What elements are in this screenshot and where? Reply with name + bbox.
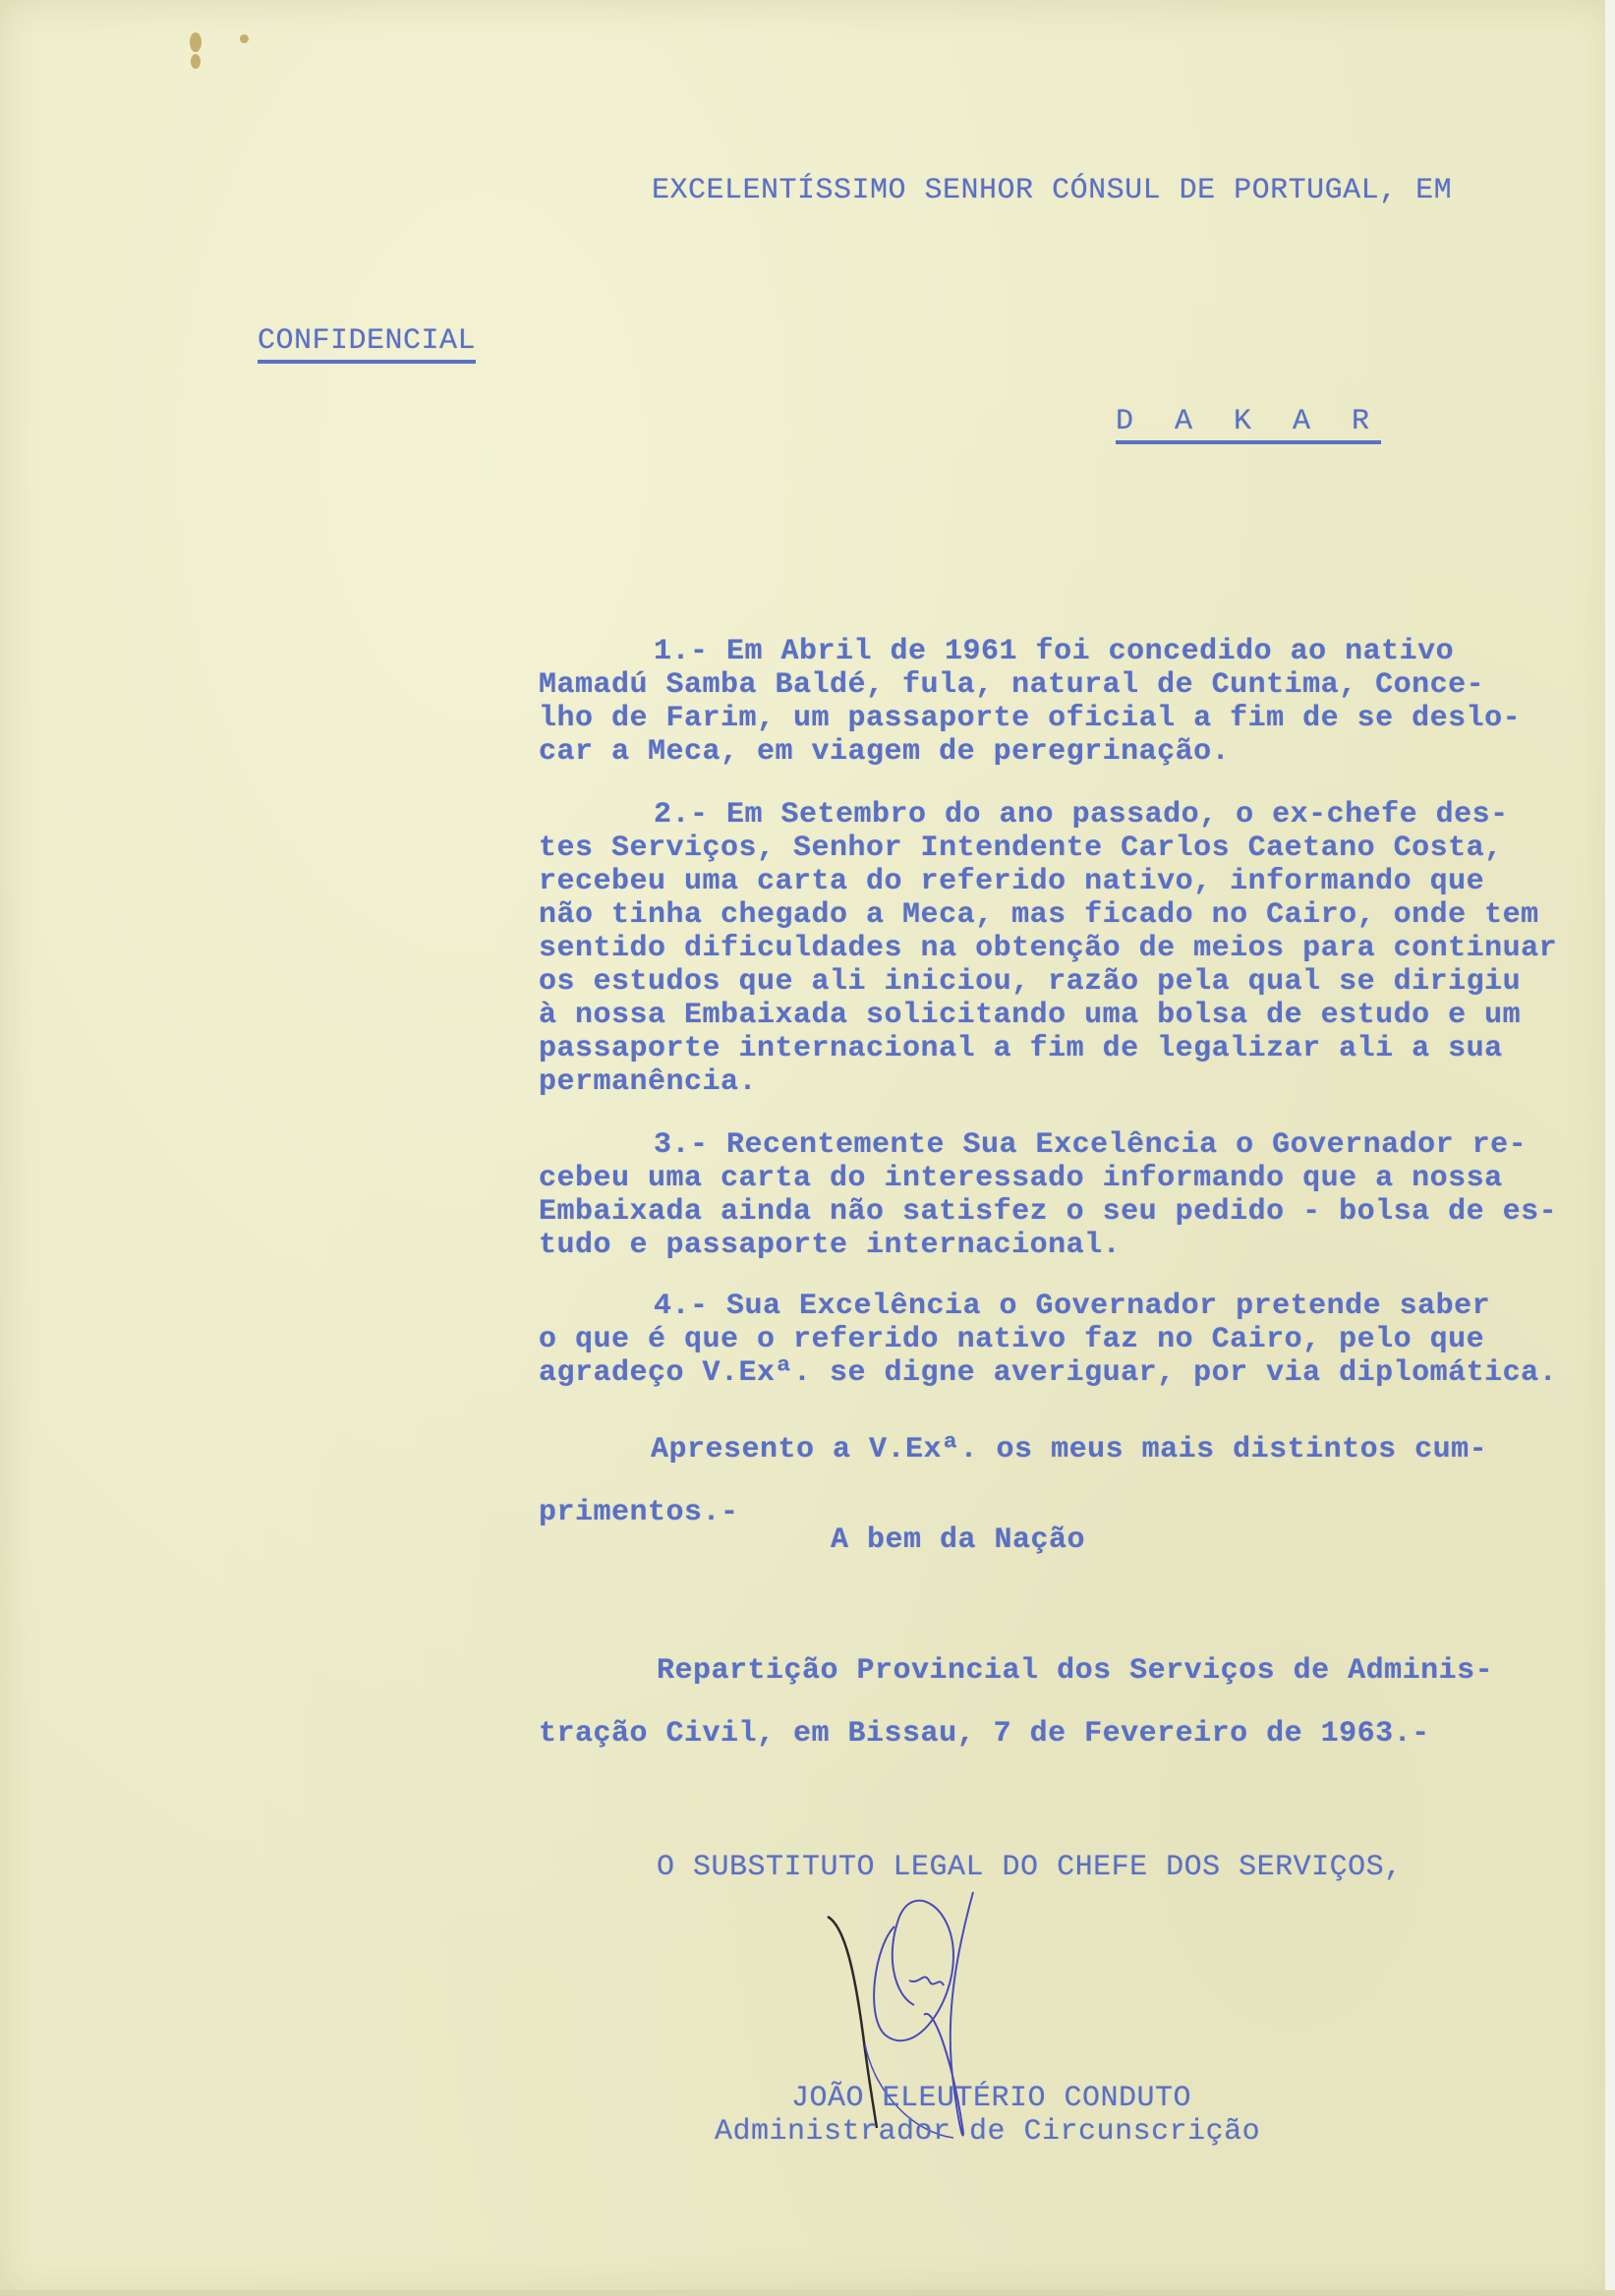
place-date-line: tração Civil, em Bissau, 7 de Fevereiro de 1963.- [539, 1717, 1430, 1751]
paragraph-1-line: 1.- Em Abril de 1961 foi concedido ao nativo [654, 635, 1455, 668]
closing-line: primentos.- [539, 1496, 739, 1529]
paragraph-2-line: passaporte internacional a fim de legalizar ali a sua [539, 1032, 1503, 1065]
paragraph-3-line: tudo e passaporte internacional. [539, 1229, 1122, 1262]
paragraph-4-line: o que é que o referido nativo faz no Cairo, pelo que [539, 1323, 1485, 1356]
paragraph-3-line: cebeu uma carta do interessado informando que a nossa [539, 1162, 1503, 1195]
signatory-name: JOÃO ELEUTÉRIO CONDUTO [791, 2082, 1192, 2115]
paragraph-3-line: 3.- Recentemente Sua Excelência o Governador re- [654, 1128, 1528, 1162]
page-edge [1605, 0, 1615, 2296]
closing-motto: A bem da Nação [831, 1523, 1086, 1557]
paragraph-1-line: lho de Farim, um passaporte oficial a fim de se deslo- [539, 702, 1522, 735]
paragraph-4-line: agradeço V.Exª. se digne averiguar, por via diplomática. [539, 1356, 1558, 1390]
paragraph-4-line: 4.- Sua Excelência o Governador pretende saber [654, 1290, 1491, 1323]
destination-city: D A K A R [1116, 405, 1381, 444]
paragraph-2-line: 2.- Em Setembro do ano passado, o ex-chefe des- [654, 798, 1509, 832]
paragraph-3-line: Embaixada ainda não satisfez o seu pedido - bolsa de es- [539, 1195, 1558, 1229]
stain-mark [191, 54, 201, 69]
signatory-title: O SUBSTITUTO LEGAL DO CHEFE DOS SERVIÇOS, [657, 1851, 1403, 1884]
paragraph-2-line: recebeu uma carta do referido nativo, informando que [539, 865, 1485, 898]
paragraph-2-line: não tinha chegado a Meca, mas ficado no Cairo, onde tem [539, 898, 1539, 932]
signatory-role: Administrador de Circunscrição [715, 2115, 1261, 2149]
addressee-line: EXCELENTÍSSIMO SENHOR CÓNSUL DE PORTUGAL, EM [652, 174, 1453, 207]
paragraph-2-line: permanência. [539, 1065, 758, 1099]
paragraph-1-line: car a Meca, em viagem de peregrinação. [539, 735, 1231, 769]
paragraph-2-line: tes Serviços, Senhor Intendente Carlos Caetano Costa, [539, 832, 1503, 865]
closing-line: Apresento a V.Exª. os meus mais distintos cum- [651, 1433, 1488, 1466]
paragraph-1-line: Mamadú Samba Baldé, fula, natural de Cuntima, Conce- [539, 668, 1485, 702]
paragraph-2-line: sentido dificuldades na obtenção de meios para continuar [539, 932, 1558, 965]
page-edge-bottom [0, 2290, 1615, 2296]
stain-mark [190, 32, 202, 52]
stain-mark [240, 34, 249, 43]
paragraph-2-line: à nossa Embaixada solicitando uma bolsa de estudo e um [539, 999, 1522, 1032]
place-date-line: Repartição Provincial dos Serviços de Adminis- [657, 1654, 1494, 1688]
classification-label: CONFIDENCIAL [258, 324, 476, 364]
paragraph-2-line: os estudos que ali iniciou, razão pela qual se dirigiu [539, 965, 1522, 999]
